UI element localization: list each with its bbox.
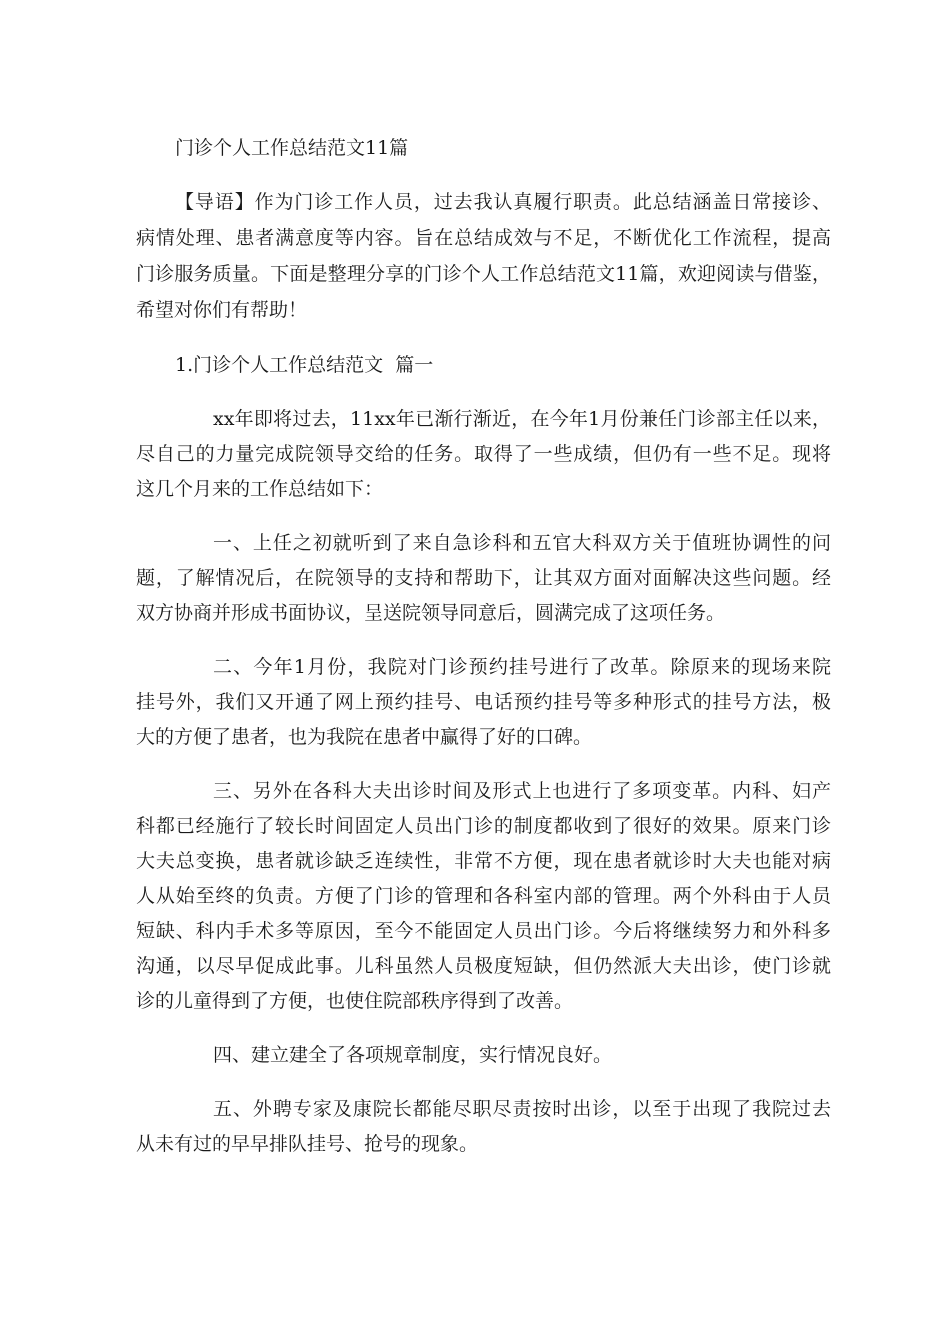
- paragraph-line: 人从始至终的负责。方便了门诊的管理和各科室内部的管理。两个外科由于人员: [136, 885, 831, 907]
- paragraph-line: 这几个月来的工作总结如下：: [136, 478, 384, 500]
- intro-line: 希望对你们有帮助！: [136, 299, 308, 321]
- paragraph-line: xx年即将过去，11xx年已渐行渐近，在今年1月份兼任门诊部主任以来，: [213, 408, 831, 430]
- paragraph-line: 短缺、科内手术多等原因，至今不能固定人员出门诊。今后将继续努力和外科多: [136, 920, 831, 942]
- paragraph-line: 诊的儿童得到了方便，也使住院部秩序得到了改善。: [136, 990, 574, 1012]
- paragraph-line: 一、上任之初就听到了来自急诊科和五官大科双方关于值班协调性的问: [213, 532, 831, 554]
- paragraph-line: 二、今年1月份，我院对门诊预约挂号进行了改革。除原来的现场来院: [213, 656, 831, 678]
- paragraph-line: 题，了解情况后，在院领导的支持和帮助下，让其双方面对面解决这些问题。经: [136, 567, 831, 589]
- paragraph-line: 四、建立建全了各项规章制度，实行情况良好。: [213, 1044, 613, 1066]
- paragraph-line: 双方协商并形成书面协议，呈送院领导同意后，圆满完成了这项任务。: [136, 602, 726, 624]
- paragraph-line: 尽自己的力量完成院领导交给的任务。取得了一些成绩，但仍有一些不足。现将: [136, 443, 831, 465]
- paragraph-line: 挂号外，我们又开通了网上预约挂号、电话预约挂号等多种形式的挂号方法，极: [136, 691, 831, 713]
- paragraph-line: 从未有过的早早排队挂号、抢号的现象。: [136, 1133, 479, 1155]
- paragraph-line: 科都已经施行了较长时间固定人员出门诊的制度都收到了很好的效果。原来门诊: [136, 815, 831, 837]
- paragraph-line: 三、另外在各科大夫出诊时间及形式上也进行了多项变革。内科、妇产: [213, 780, 831, 802]
- paragraph-line: 大夫总变换，患者就诊缺乏连续性，非常不方便，现在患者就诊时大夫也能对病: [136, 850, 831, 872]
- intro-line: 【导语】作为门诊工作人员，过去我认真履行职责。此总结涵盖日常接诊、: [175, 191, 831, 213]
- paragraph-line: 大的方便了患者，也为我院在患者中赢得了好的口碑。: [136, 726, 593, 748]
- paragraph-line: 五、外聘专家及康院长都能尽职尽责按时出诊，以至于出现了我院过去: [213, 1098, 831, 1120]
- intro-line: 病情处理、患者满意度等内容。旨在总结成效与不足，不断优化工作流程，提高: [136, 227, 831, 249]
- document-title: 门诊个人工作总结范文11篇: [175, 137, 409, 159]
- intro-line: 门诊服务质量。下面是整理分享的门诊个人工作总结范文11篇，欢迎阅读与借鉴，: [136, 263, 831, 285]
- section-heading: 1.门诊个人工作总结范文 篇一: [175, 354, 434, 376]
- paragraph-line: 沟通，以尽早促成此事。儿科虽然人员极度短缺，但仍然派大夫出诊，使门诊就: [136, 955, 831, 977]
